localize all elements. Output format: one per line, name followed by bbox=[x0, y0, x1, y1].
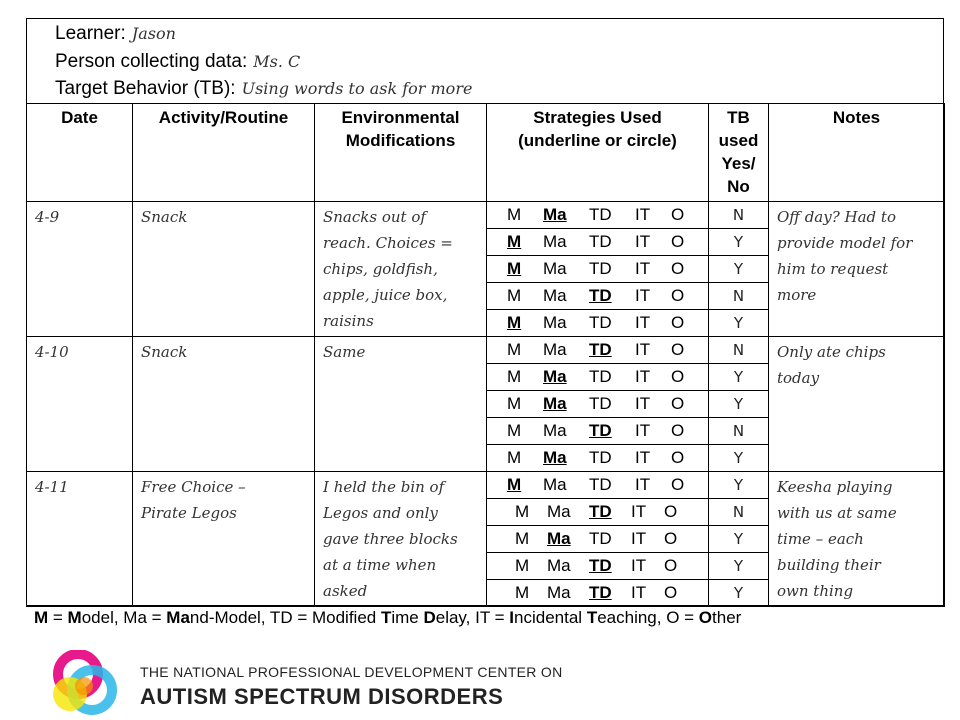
col-header-activity: Activity/Routine bbox=[133, 104, 315, 202]
form-header bbox=[27, 19, 943, 103]
date-cell bbox=[27, 202, 133, 337]
strategy-option-ma[interactable]: Ma bbox=[547, 502, 571, 521]
activity-cell bbox=[133, 337, 315, 472]
strategy-option-ma[interactable]: Ma bbox=[543, 394, 567, 413]
notes-cell-line: Only ate chips bbox=[777, 343, 886, 361]
strategy-legend bbox=[34, 607, 741, 629]
strategy-cell[interactable] bbox=[487, 472, 709, 499]
table-row bbox=[27, 472, 945, 499]
strategy-cell[interactable] bbox=[487, 337, 709, 364]
notes-cell-line: with us at same bbox=[777, 504, 897, 522]
tb-used-cell[interactable]: N bbox=[709, 202, 769, 229]
strategy-option-td[interactable]: TD bbox=[589, 394, 612, 413]
strategy-cell[interactable] bbox=[487, 283, 709, 310]
strategy-option-m[interactable]: M bbox=[515, 502, 530, 521]
strategy-cell[interactable] bbox=[487, 526, 709, 553]
legend-text: ther bbox=[712, 608, 742, 627]
col-header-strategies: Strategies Used (underline or circle) bbox=[487, 104, 709, 202]
tb-used-cell[interactable]: N bbox=[709, 418, 769, 445]
strategy-option-it[interactable]: IT bbox=[635, 232, 651, 251]
strategy-option-ma[interactable]: Ma bbox=[543, 205, 567, 224]
strategy-option-m[interactable]: M bbox=[507, 340, 522, 359]
notes-cell-line: him to request bbox=[777, 260, 889, 278]
strategy-option-it[interactable]: IT bbox=[635, 448, 651, 467]
strategy-option-td[interactable]: TD bbox=[589, 556, 612, 575]
strategy-option-it[interactable]: IT bbox=[635, 286, 651, 305]
strategy-cell[interactable] bbox=[487, 229, 709, 256]
strategy-option-it[interactable]: IT bbox=[631, 556, 647, 575]
activity-cell bbox=[133, 472, 315, 607]
notes-cell-line: own thing bbox=[777, 582, 854, 600]
strategy-option-o[interactable]: O bbox=[664, 583, 678, 602]
strategy-option-o[interactable]: O bbox=[671, 313, 685, 332]
strategy-option-o[interactable]: O bbox=[671, 286, 685, 305]
strategy-option-o[interactable]: O bbox=[671, 421, 685, 440]
strategy-cell[interactable] bbox=[487, 310, 709, 337]
legend-bold: M bbox=[67, 608, 82, 627]
strategy-option-o[interactable]: O bbox=[671, 205, 685, 224]
strategy-option-ma[interactable]: Ma bbox=[547, 529, 571, 548]
strategy-option-o[interactable]: O bbox=[671, 448, 685, 467]
date-value: 4-10 bbox=[35, 343, 69, 361]
target-behavior-value: Using words to ask for more bbox=[241, 79, 473, 98]
env-mods-cell-line: Same bbox=[323, 343, 366, 361]
strategy-option-td[interactable]: TD bbox=[589, 475, 612, 494]
notes-cell-line: building their bbox=[777, 556, 881, 574]
strategy-cell[interactable] bbox=[487, 499, 709, 526]
legend-bold: M bbox=[34, 608, 49, 627]
strategy-option-it[interactable]: IT bbox=[635, 313, 651, 332]
strategy-option-m[interactable]: M bbox=[507, 313, 522, 332]
legend-text: eaching, O = bbox=[597, 608, 699, 627]
date-cell bbox=[27, 337, 133, 472]
strategy-option-td[interactable]: TD bbox=[589, 502, 612, 521]
tb-used-cell[interactable]: Y bbox=[709, 526, 769, 553]
env-mods-cell bbox=[315, 472, 487, 607]
activity-cell-line: Pirate Legos bbox=[141, 504, 237, 522]
env-mods-cell-line: Snacks out of bbox=[323, 208, 426, 226]
npdc-logo bbox=[40, 650, 130, 716]
tb-used-cell[interactable]: Y bbox=[709, 445, 769, 472]
tb-used-cell[interactable]: Y bbox=[709, 310, 769, 337]
activity-cell-line: Snack bbox=[141, 208, 188, 226]
tb-used-cell[interactable]: Y bbox=[709, 256, 769, 283]
strategy-cell[interactable] bbox=[487, 553, 709, 580]
tb-used-cell[interactable]: Y bbox=[709, 364, 769, 391]
strategy-option-ma[interactable]: Ma bbox=[543, 232, 567, 251]
col-header-date: Date bbox=[27, 104, 133, 202]
strategy-cell[interactable] bbox=[487, 364, 709, 391]
collector-value: Ms. C bbox=[253, 52, 301, 71]
strategy-option-td[interactable]: TD bbox=[589, 448, 612, 467]
env-mods-cell-line: Legos and only bbox=[323, 504, 438, 522]
strategy-option-o[interactable]: O bbox=[664, 502, 678, 521]
strategy-cell[interactable] bbox=[487, 202, 709, 229]
strategy-option-o[interactable]: O bbox=[671, 367, 685, 386]
legend-text: elay, IT = bbox=[435, 608, 510, 627]
learner-value: Jason bbox=[131, 24, 176, 43]
strategy-option-it[interactable]: IT bbox=[635, 340, 651, 359]
strategy-option-m[interactable]: M bbox=[507, 394, 522, 413]
target-behavior-label: Target Behavior (TB): bbox=[55, 78, 236, 99]
notes-cell-line: more bbox=[777, 286, 817, 304]
col-header-env-mods: Environmental Modifications bbox=[315, 104, 487, 202]
strategy-option-td[interactable]: TD bbox=[589, 259, 612, 278]
table-row bbox=[27, 202, 945, 229]
env-mods-cell bbox=[315, 337, 487, 472]
org-name-line1: THE NATIONAL PROFESSIONAL DEVELOPMENT CENTER ON bbox=[140, 664, 563, 680]
strategy-option-o[interactable]: O bbox=[671, 340, 685, 359]
legend-bold: O bbox=[698, 608, 713, 627]
legend-text: nd-Model, TD = Modified bbox=[189, 608, 381, 627]
strategy-option-m[interactable]: M bbox=[507, 475, 522, 494]
strategy-option-o[interactable]: O bbox=[671, 259, 685, 278]
strategy-option-it[interactable]: IT bbox=[631, 583, 647, 602]
footer-branding bbox=[40, 650, 640, 716]
env-mods-cell-line: asked bbox=[323, 582, 368, 600]
strategy-option-ma[interactable]: Ma bbox=[547, 556, 571, 575]
tb-used-cell[interactable]: Y bbox=[709, 391, 769, 418]
strategy-option-it[interactable]: IT bbox=[635, 259, 651, 278]
env-mods-cell-line: at a time when bbox=[323, 556, 437, 574]
legend-text: ime bbox=[391, 608, 424, 627]
strategy-option-o[interactable]: O bbox=[671, 394, 685, 413]
date-value: 4-9 bbox=[35, 208, 60, 226]
data-collection-form bbox=[26, 18, 944, 606]
env-mods-cell-line: reach. Choices = bbox=[323, 234, 453, 252]
legend-bold: Ma bbox=[166, 608, 190, 627]
col-header-notes: Notes bbox=[769, 104, 945, 202]
strategy-option-ma[interactable]: Ma bbox=[543, 448, 567, 467]
notes-cell bbox=[769, 472, 945, 607]
table-header-row bbox=[27, 104, 945, 202]
strategy-option-td[interactable]: TD bbox=[589, 286, 612, 305]
notes-cell bbox=[769, 337, 945, 472]
date-value: 4-11 bbox=[35, 478, 69, 496]
strategy-option-ma[interactable]: Ma bbox=[543, 259, 567, 278]
strategy-option-m[interactable]: M bbox=[507, 286, 522, 305]
strategy-option-td[interactable]: TD bbox=[589, 205, 612, 224]
strategy-option-m[interactable]: M bbox=[507, 421, 522, 440]
strategy-option-td[interactable]: TD bbox=[589, 340, 612, 359]
strategy-option-m[interactable]: M bbox=[507, 448, 522, 467]
strategy-option-ma[interactable]: Ma bbox=[543, 367, 567, 386]
notes-cell-line: Off day? Had to bbox=[777, 208, 896, 226]
strategy-option-o[interactable]: O bbox=[671, 232, 685, 251]
strategy-option-td[interactable]: TD bbox=[589, 421, 612, 440]
tb-used-cell[interactable]: N bbox=[709, 337, 769, 364]
strategy-option-ma[interactable]: Ma bbox=[543, 421, 567, 440]
strategy-option-m[interactable]: M bbox=[515, 583, 530, 602]
notes-cell-line: today bbox=[777, 369, 820, 387]
legend-bold: T bbox=[586, 608, 598, 627]
tb-used-cell[interactable]: Y bbox=[709, 229, 769, 256]
table-row bbox=[27, 337, 945, 364]
tb-used-cell[interactable]: Y bbox=[709, 553, 769, 580]
strategy-option-it[interactable]: IT bbox=[635, 421, 651, 440]
legend-text: = bbox=[48, 608, 68, 627]
strategy-cell[interactable] bbox=[487, 580, 709, 607]
legend-bold: T bbox=[380, 608, 392, 627]
collector-label: Person collecting data: bbox=[55, 51, 248, 72]
strategy-option-it[interactable]: IT bbox=[635, 394, 651, 413]
strategy-option-td[interactable]: TD bbox=[589, 367, 612, 386]
strategy-option-ma[interactable]: Ma bbox=[543, 475, 567, 494]
env-mods-cell-line: raisins bbox=[323, 312, 374, 330]
strategy-option-it[interactable]: IT bbox=[631, 502, 647, 521]
legend-bold: D bbox=[423, 608, 436, 627]
tb-used-cell[interactable]: Y bbox=[709, 580, 769, 607]
notes-cell-line: time – each bbox=[777, 530, 864, 548]
activity-cell bbox=[133, 202, 315, 337]
strategy-cell[interactable] bbox=[487, 391, 709, 418]
strategy-option-it[interactable]: IT bbox=[635, 475, 651, 494]
strategy-option-it[interactable]: IT bbox=[631, 529, 647, 548]
env-mods-cell-line: chips, goldfish, bbox=[323, 260, 438, 278]
strategy-option-td[interactable]: TD bbox=[589, 313, 612, 332]
env-mods-cell-line: gave three blocks bbox=[323, 530, 458, 548]
tb-used-cell[interactable]: N bbox=[709, 283, 769, 310]
strategy-option-ma[interactable]: Ma bbox=[547, 583, 571, 602]
env-mods-cell-line: I held the bin of bbox=[323, 478, 445, 496]
notes-cell-line: provide model for bbox=[777, 234, 913, 252]
strategy-option-m[interactable]: M bbox=[507, 205, 522, 224]
tb-used-cell[interactable]: Y bbox=[709, 472, 769, 499]
activity-cell-line: Free Choice – bbox=[141, 478, 246, 496]
learner-line bbox=[55, 23, 176, 45]
strategy-option-it[interactable]: IT bbox=[635, 367, 651, 386]
target-behavior-line bbox=[55, 78, 472, 100]
strategy-option-ma[interactable]: Ma bbox=[543, 313, 567, 332]
legend-bold: I bbox=[509, 608, 515, 627]
legend-text: ncidental bbox=[514, 608, 587, 627]
org-name-line2: AUTISM SPECTRUM DISORDERS bbox=[140, 684, 504, 709]
strategy-option-td[interactable]: TD bbox=[589, 232, 612, 251]
strategy-cell[interactable] bbox=[487, 445, 709, 472]
strategy-cell[interactable] bbox=[487, 418, 709, 445]
strategy-option-ma[interactable]: Ma bbox=[543, 340, 567, 359]
notes-cell bbox=[769, 202, 945, 337]
strategy-option-ma[interactable]: Ma bbox=[543, 286, 567, 305]
env-mods-cell-line: apple, juice box, bbox=[323, 286, 448, 304]
date-cell bbox=[27, 472, 133, 607]
strategy-option-td[interactable]: TD bbox=[589, 529, 612, 548]
tb-used-cell[interactable]: N bbox=[709, 499, 769, 526]
strategy-option-td[interactable]: TD bbox=[589, 583, 612, 602]
legend-text: odel, Ma = bbox=[81, 608, 167, 627]
strategy-option-o[interactable]: O bbox=[664, 556, 678, 575]
strategy-option-m[interactable]: M bbox=[507, 367, 522, 386]
strategy-option-it[interactable]: IT bbox=[635, 205, 651, 224]
strategy-option-o[interactable]: O bbox=[671, 475, 685, 494]
strategy-option-m[interactable]: M bbox=[515, 556, 530, 575]
learner-label: Learner: bbox=[55, 23, 126, 44]
strategy-option-m[interactable]: M bbox=[507, 259, 522, 278]
col-header-tb-used: TB used Yes/ No bbox=[709, 104, 769, 202]
data-log-table bbox=[26, 103, 945, 607]
activity-cell-line: Snack bbox=[141, 343, 188, 361]
strategy-cell[interactable] bbox=[487, 256, 709, 283]
notes-cell-line: Keesha playing bbox=[777, 478, 893, 496]
strategy-option-m[interactable]: M bbox=[515, 529, 530, 548]
strategy-option-m[interactable]: M bbox=[507, 232, 522, 251]
collector-line bbox=[55, 51, 300, 73]
env-mods-cell bbox=[315, 202, 487, 337]
strategy-option-o[interactable]: O bbox=[664, 529, 678, 548]
